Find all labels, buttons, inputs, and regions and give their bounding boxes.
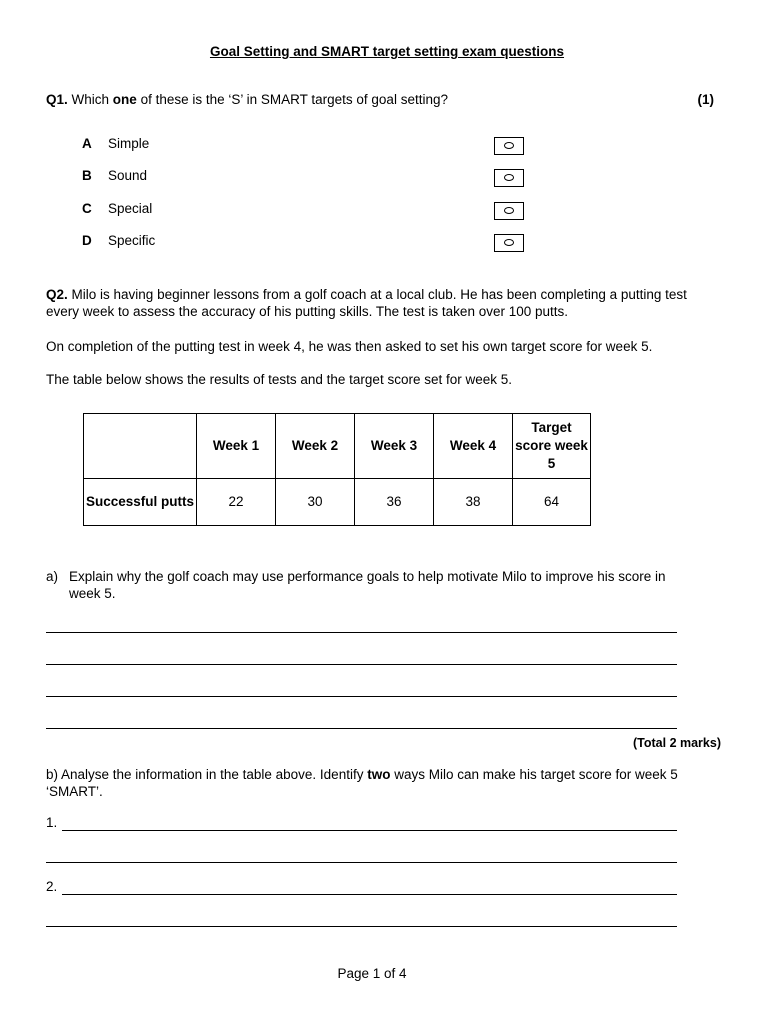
option-a (82, 136, 149, 151)
q1-text-bold: one (112, 92, 137, 107)
option-label: Special (108, 201, 153, 216)
option-letter: C (82, 201, 92, 216)
option-d-checkbox[interactable] (494, 234, 524, 252)
option-letter: D (82, 233, 92, 248)
question-1 (46, 92, 714, 107)
table-header-cell: Week 1 (197, 414, 276, 479)
option-label: Simple (108, 136, 150, 151)
table-cell: 36 (355, 479, 434, 526)
option-c (82, 201, 152, 216)
page-title: Goal Setting and SMART target setting exam questions (209, 44, 565, 59)
table-header-cell: Week 4 (434, 414, 513, 479)
table-header-row (84, 414, 591, 479)
page-number: Page 1 of 4 (337, 966, 407, 981)
answer-line[interactable] (46, 632, 677, 633)
answer-1-label: 1. (46, 815, 58, 830)
q2-intro (46, 286, 706, 320)
answer-line[interactable] (46, 926, 677, 927)
table-row-label: Successful putts (84, 479, 197, 526)
radio-circle-icon (504, 239, 514, 246)
option-letter: B (82, 168, 92, 183)
option-b (82, 168, 147, 183)
answer-line[interactable] (46, 862, 677, 863)
radio-circle-icon (504, 174, 514, 181)
q2-paragraph-3: The table below shows the results of tests and the target score set for week 5. (46, 372, 512, 387)
answer-rule (62, 894, 677, 895)
q1-number: Q1. (46, 92, 68, 107)
q2-paragraph-2: On completion of the putting test in week 4, he was then asked to set his own target score for week 5. (46, 339, 653, 354)
option-b-checkbox[interactable] (494, 169, 524, 187)
q2-number: Q2. (46, 287, 68, 302)
option-a-checkbox[interactable] (494, 137, 524, 155)
option-label: Specific (108, 233, 156, 248)
answer-2-label: 2. (46, 879, 58, 894)
table-header-cell (84, 414, 197, 479)
option-d (82, 233, 155, 248)
results-table (83, 413, 591, 526)
q2-intro-text: Milo is having beginner lessons from a golf coach at a local club. He has been completing a putting test every week to assess the accuracy of his putting skills. The test is taken over 100 putts. (46, 287, 687, 319)
part-b-question (46, 766, 686, 800)
table-cell: 30 (276, 479, 355, 526)
total-marks: (Total 2 marks) (633, 736, 721, 750)
q1-text-after: of these is the ‘S’ in SMART targets of goal setting? (136, 92, 448, 107)
table-cell: 22 (197, 479, 276, 526)
q1-text-before: Which (71, 92, 113, 107)
table-header-cell: Target score week 5 (513, 414, 591, 479)
answer-line[interactable] (46, 696, 677, 697)
part-b-text-before: b) Analyse the information in the table above. Identify (46, 767, 368, 782)
option-label: Sound (108, 168, 148, 183)
q1-marks: (1) (697, 92, 714, 107)
table-row (84, 479, 591, 526)
table-header-cell: Week 2 (276, 414, 355, 479)
answer-line[interactable] (46, 728, 677, 729)
part-b-text-after: ways Milo can make his target score for week 5 ‘SMART’. (46, 767, 678, 799)
radio-circle-icon (504, 207, 514, 214)
part-b-text-bold: two (367, 767, 391, 782)
option-c-checkbox[interactable] (494, 202, 524, 220)
part-a-text: Explain why the golf coach may use performance goals to help motivate Milo to improve his score in week 5. (69, 569, 666, 601)
table-cell: 38 (434, 479, 513, 526)
answer-line[interactable] (46, 664, 677, 665)
radio-circle-icon (504, 142, 514, 149)
part-a-question (46, 568, 686, 602)
table-cell: 64 (513, 479, 591, 526)
option-letter: A (82, 136, 92, 151)
part-a-tag: a) (46, 569, 59, 584)
table-header-cell: Week 3 (355, 414, 434, 479)
answer-rule (62, 830, 677, 831)
